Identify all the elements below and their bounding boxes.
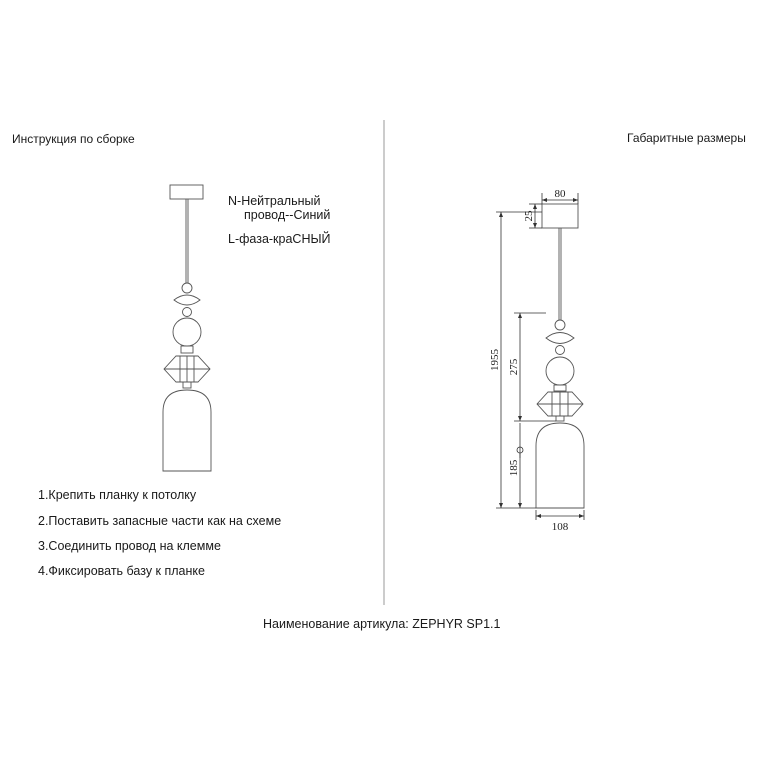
right-lamp-drawing: [536, 204, 584, 508]
right-canopy: [542, 204, 578, 228]
left-bead-top: [182, 283, 192, 293]
step-4: 4.Фиксировать базу к планке: [38, 564, 205, 578]
left-lamp-drawing: [163, 185, 211, 471]
left-bead-small: [183, 308, 192, 317]
dim-total-height: 1955: [489, 349, 501, 371]
step-3: 3.Соединить провод на клемме: [38, 539, 221, 553]
wiring-neutral-line2: провод--Синий: [244, 208, 331, 222]
right-shade: [536, 423, 584, 508]
left-neck: [181, 346, 193, 353]
dim-canopy-width: 80: [554, 188, 566, 200]
article-name: Наименование артикула: ZEPHYR SP1.1: [263, 617, 501, 631]
left-shade: [163, 390, 211, 471]
dim-shade-height: 185: [508, 459, 520, 477]
assembly-title: Инструкция по сборке: [12, 132, 135, 146]
wiring-neutral-line1: N-Нейтральный: [228, 194, 321, 208]
dim-decor-height: 275: [508, 358, 520, 376]
left-canopy: [170, 185, 203, 199]
step-2: 2.Поставить запасные части как на схеме: [38, 514, 282, 528]
dim-shade-width: 108: [551, 521, 569, 533]
wiring-phase: L-фаза-краСНЫЙ: [228, 232, 331, 246]
step-1: 1.Крепить планку к потолку: [38, 488, 197, 502]
dim-canopy-height: 25: [523, 210, 535, 222]
left-ball: [173, 318, 201, 346]
left-disc: [174, 295, 200, 305]
dimensions-title: Габаритные размеры: [627, 131, 746, 145]
